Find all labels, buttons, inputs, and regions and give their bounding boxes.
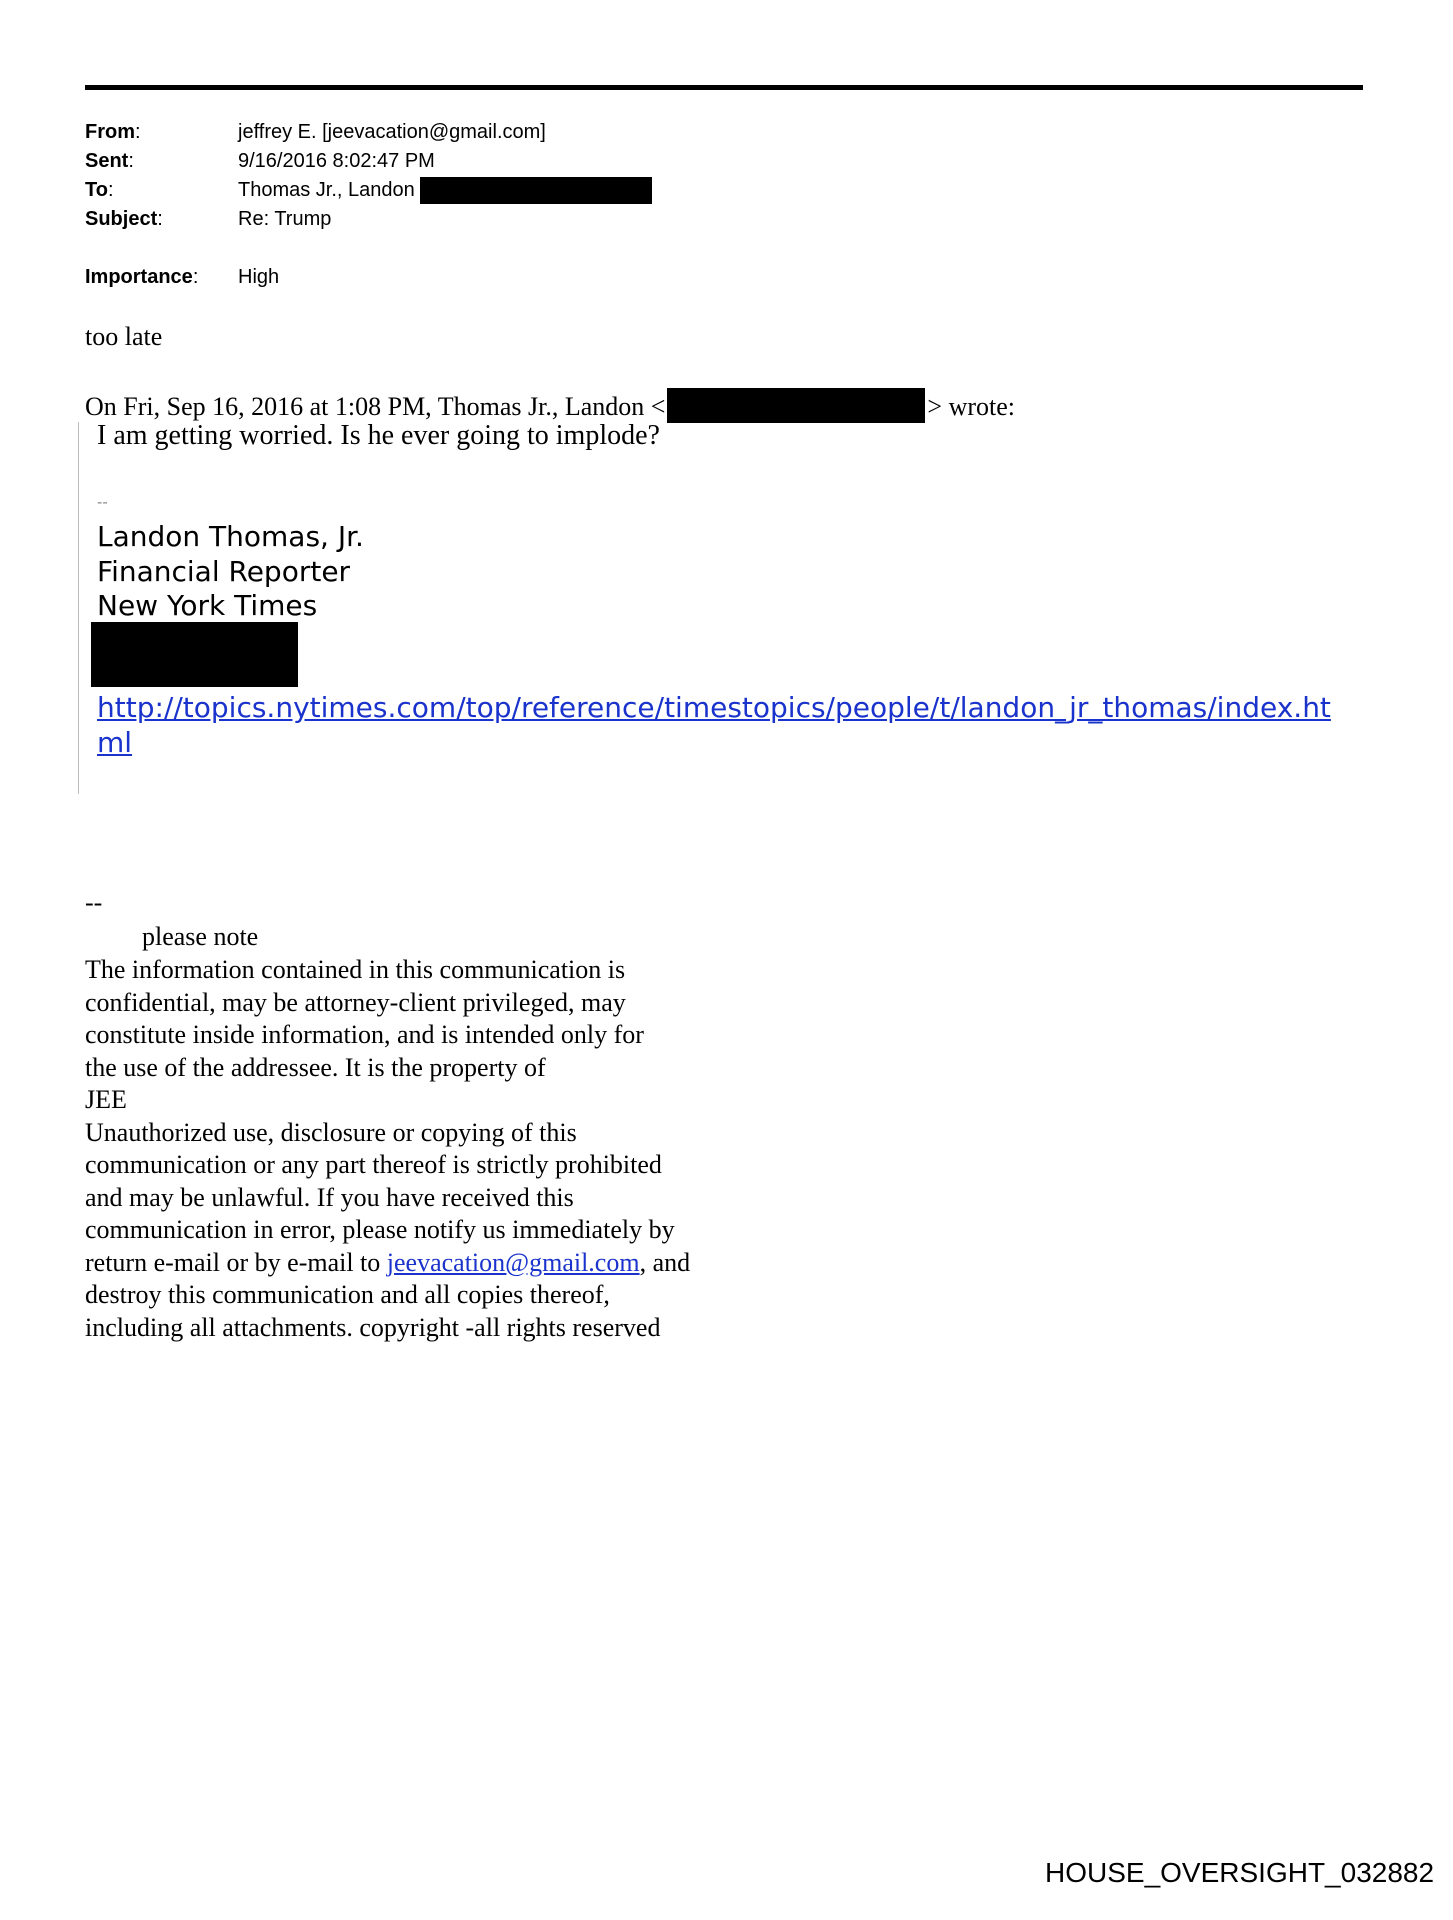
signature-dash: -- <box>97 494 108 511</box>
footer-disclaimer <box>85 954 690 1344</box>
signature-company: New York Times <box>97 589 318 622</box>
disclaimer-line: confidential, may be attorney-client privileged, may <box>85 987 626 1017</box>
disclaimer-line: communication or any part thereof is strictly prohibited <box>85 1150 662 1179</box>
reply-body: too late <box>85 322 163 351</box>
disclaimer-line: communication in error, please notify us immediately by <box>85 1215 675 1244</box>
header-label-subject: Subject: <box>85 208 163 230</box>
header-value-sent: 9/16/2016 8:02:47 PM <box>238 150 435 172</box>
header-value-importance: High <box>238 266 280 288</box>
disclaimer-line: the use of the addressee. It is the property of <box>85 1052 546 1082</box>
redaction-box <box>667 388 925 423</box>
top-rule <box>85 85 1363 90</box>
header-label-importance: Importance: <box>85 266 199 288</box>
header-value-subject: Re: Trump <box>238 208 332 230</box>
bates-number: HOUSE_OVERSIGHT_032882 <box>1045 1857 1435 1888</box>
redaction-box <box>420 177 652 204</box>
disclaimer-line: The information contained in this communication is <box>85 955 626 984</box>
header-label-to: To: <box>85 179 114 201</box>
header-label-sent: Sent: <box>85 150 134 172</box>
disclaimer-line: constitute inside information, and is intended only for <box>85 1020 644 1049</box>
quoted-message: I am getting worried. Is he ever going to implode? <box>97 420 660 451</box>
quote-bar <box>78 422 79 794</box>
signature-name: Landon Thomas, Jr. <box>97 520 364 553</box>
redaction-box <box>91 622 298 687</box>
header-label-from: From: <box>85 121 141 143</box>
signature-title: Financial Reporter <box>97 554 351 588</box>
disclaimer-line: and may be unlawful. If you have received this <box>85 1182 574 1212</box>
signature-link[interactable]: http://topics.nytimes.com/top/reference/timestopics/people/t/landon_jr_thomas/index.html <box>97 691 1331 759</box>
header-value-from: jeffrey E. [jeevacation@gmail.com] <box>238 121 546 143</box>
signature-block <box>97 520 364 624</box>
disclaimer-line: destroy this communication and all copies thereof, <box>85 1280 610 1309</box>
disclaimer-line: return e-mail or by e-mail to jeevacation@gmail.com, and <box>85 1247 691 1277</box>
disclaimer-line: including all attachments. copyright -all rights reserved <box>85 1312 661 1342</box>
disclaimer-line: JEE <box>85 1085 127 1114</box>
email-link[interactable]: jeevacation@gmail.com <box>386 1247 640 1277</box>
disclaimer-line: Unauthorized use, disclosure or copying of this <box>85 1117 577 1147</box>
header-value-to: Thomas Jr., Landon <box>238 176 652 205</box>
quote-intro: On Fri, Sep 16, 2016 at 1:08 PM, Thomas Jr., Landon < > wrote: <box>85 388 1015 423</box>
footer-dash: -- <box>85 888 103 917</box>
footer-note-heading: please note <box>142 922 259 951</box>
